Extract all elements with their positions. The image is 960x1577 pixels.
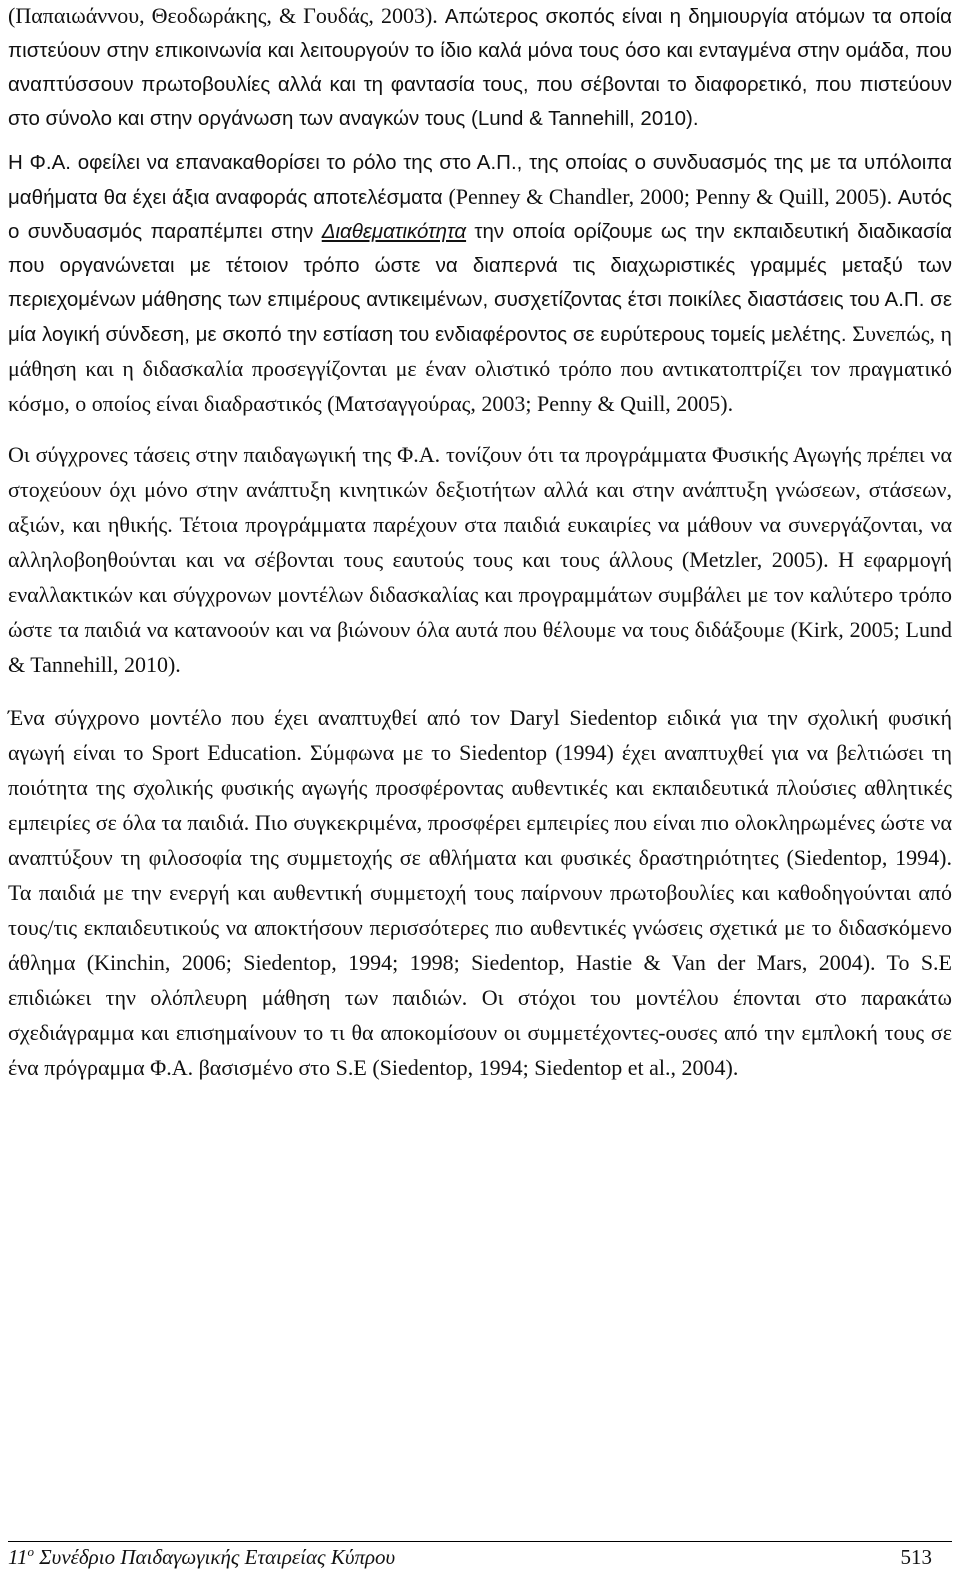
page-number: 513	[900, 1545, 932, 1569]
body-text: Ένα σύγχρονο μοντέλο που έχει αναπτυχθεί από τον Daryl Siedentop ειδικά για την σχολική φυσική αγωγή είναι το Sport Education. Σύμφωνα με το Siedentop (1994) έχει αναπτυχθεί για να βελτιώσει τη ποιότητα της σχολικής φυσικής αγωγής προσφέροντας αυθεντικές και εκπαιδευτικά πλούσιες αθλητικές εμπειρίες σε όλα τα παιδιά. Πιο συγκεκριμένα, προσφέρει εμπειρίες που είναι πιο ολοκληρωμένες ώστε να αναπτύξουν τη φιλοσοφία της συμμετοχής σε αθλήματα και φυσικές δραστηριότητες (Siedentop, 1994). Τα παιδιά με την ενεργή και αυθεντική συμμετοχή τους παίρνουν πρωτοβουλίες και καθοδηγούνται από τους/τις εκπαιδευτικούς να αποκτήσουν περισσότερες πιο αυθεντικές γνώσεις σχετικά με το διδασκόμενο άθλημα (Kinchin, 2006; Siedentop, 1994; 1998; Siedentop, Hastie & Van der Mars, 2004). Το S.E επιδιώκει την ολόπλευρη μάθηση των παιδιών. Οι στόχοι του μοντέλου έπονται στο παρακάτω σχεδιάγραμμα και επισημαίνουν το τι θα αποκομίσουν οι συμμετέχοντες-ουσες από την εμπλοκή τους σε ένα πρόγραμμα Φ.Α. βασισμένο στο S.E (Siedentop, 1994; Siedentop et al., 2004).	[8, 705, 952, 1080]
body-text: Η Φ.Α. οφείλει να επανακαθορίσει το ρόλο της στο Α.Π., της οποίας ο συνδυασμός της με τα υπόλοιπα μαθήματα θα έχει άξια αναφοράς αποτελέσματα	[8, 151, 952, 209]
citation-text: (Παπαιωάννου, Θεοδωράκης, & Γουδάς, 2003).	[8, 3, 445, 28]
body-text: Συνεπώς, η μάθηση και η διδασκαλία προσεγγίζονται με έναν ολιστικό τρόπο που αντικατοπτρίζει τον πραγματικό κόσμο, ο οποίος είναι διαδραστικός (Ματσαγγούρας, 2003; Penny & Quill, 2005).	[8, 321, 952, 416]
body-text: Αυτός ο συνδυασμός παραπέμπει στην	[8, 186, 952, 243]
citation-text: (Penney & Chandler, 2000; Penny & Quill, 2005).	[448, 184, 898, 209]
paragraph-3	[8, 439, 952, 684]
emphasized-term: Διαθεματικότητα	[321, 220, 467, 243]
conference-number: 11	[8, 1545, 28, 1569]
document-body	[8, 0, 952, 1087]
paragraph-1	[8, 0, 952, 137]
body-text: Απώτερος σκοπός είναι η δημιουργία ατόμων τα οποία πιστεύουν στην επικοινωνία και λειτουργούν το ίδιο καλά μόνα τους όσο και ενταγμένα στην ομάδα, που αναπτύσσουν πρωτοβουλίες αλλά και τη φαντασία τους, που σέβονται το διαφορετικό, που πιστεύουν στο σύνολο και στην οργάνωση των αναγκών τους (Lund & Tannehill, 2010).	[8, 5, 952, 130]
page-footer	[8, 1541, 952, 1570]
ordinal-superscript: ο	[27, 1544, 34, 1559]
conference-title: Συνέδριο Παιδαγωγικής Εταιρείας Κύπρου	[33, 1545, 396, 1569]
paragraph-2	[8, 147, 952, 423]
body-text: Οι σύγχρονες τάσεις στην παιδαγωγική της Φ.Α. τονίζουν ότι τα προγράμματα Φυσικής Αγωγής πρέπει να στοχεύουν όχι μόνο στην ανάπτυξη κινητικών δεξιοτήτων αλλά και στην ανάπτυξη γνώσεων, στάσεων, αξιών, και ηθικής. Τέτοια προγράμματα παρέχουν στα παιδιά ευκαιρίες να μάθουν να συνεργάζονται, να αλληλοβοηθούνται και να σέβονται τους εαυτούς τους και τους άλλους (Metzler, 2005). Η εφαρμογή εναλλακτικών και σύγχρονων μοντέλων διδασκαλίας και προγραμμάτων συμβάλει με τον καλύτερο τρόπο ώστε τα παιδιά να κατανοούν και να βιώνουν όλα αυτά που θέλουμε να τους διδάξουμε (Kirk, 2005; Lund & Tannehill, 2010).	[8, 442, 952, 677]
paragraph-4	[8, 702, 952, 1087]
body-text: την οποία ορίζουμε ως την εκπαιδευτική διαδικασία που οργανώνεται με τέτοιον τρόπο ώστε να διαπερνά τις διαχωριστικές γραμμές μεταξύ των περιεχομένων μάθησης των επιμέρους αντικειμένων, συσχετίζοντας έτσι ποικίλες διαστάσεις του Α.Π. σε μία λογική σύνδεση, με σκοπό την εστίαση του ενδιαφέροντος σε ευρύτερους τομείς μελέτης.	[8, 220, 952, 346]
